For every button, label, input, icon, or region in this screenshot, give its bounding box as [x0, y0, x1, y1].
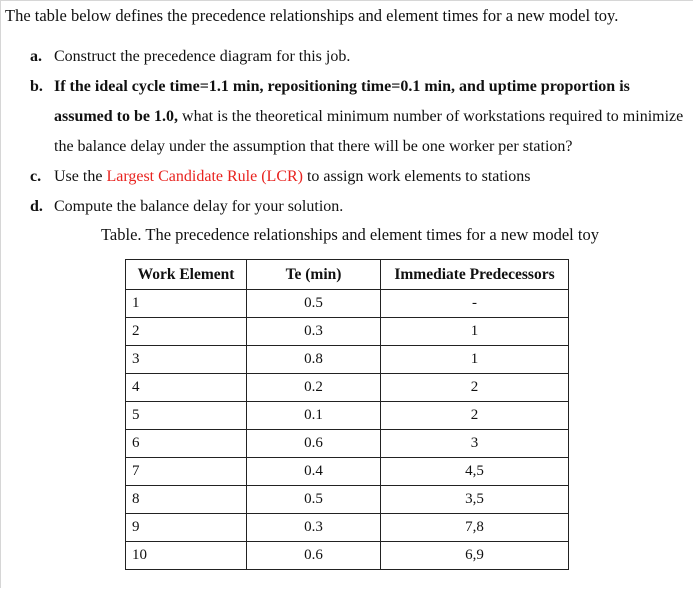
cell-te: 0.5 [247, 486, 381, 514]
cell-work-element-value: 3 [132, 351, 140, 367]
table-row [126, 542, 569, 570]
header-work-element: Work Element [126, 260, 247, 290]
cell-predecessors: 1 [381, 318, 569, 346]
cell-work-element-value: 10 [132, 547, 147, 563]
table-body [126, 290, 569, 570]
question-c-pre: Use the [54, 168, 107, 185]
cell-work-element-value: 6 [132, 435, 140, 451]
question-b-rest-line2: what is the theoretical minimum number of workstations required to minimize [178, 108, 684, 125]
cell-te: 0.2 [247, 374, 381, 402]
cell-te: 0.1 [247, 402, 381, 430]
question-c-letter: c. [30, 168, 42, 185]
question-b [30, 72, 683, 162]
table-row [126, 458, 569, 486]
cell-work-element [126, 542, 247, 570]
table-row [126, 486, 569, 514]
header-te: Te (min) [247, 260, 381, 290]
cell-predecessors: 3,5 [381, 486, 569, 514]
cell-predecessors: 1 [381, 346, 569, 374]
header-predecessors: Immediate Predecessors [381, 260, 569, 290]
table-row [126, 430, 569, 458]
cell-predecessors: 4,5 [381, 458, 569, 486]
cell-work-element [126, 402, 247, 430]
question-b-letter: b. [30, 78, 43, 95]
cell-work-element [126, 458, 247, 486]
question-d-letter: d. [30, 198, 43, 215]
cell-work-element [126, 374, 247, 402]
cell-te: 0.8 [247, 346, 381, 374]
table-row [126, 514, 569, 542]
question-b-line3: the balance delay under the assumption that there will be one worker per station? [54, 138, 573, 155]
cell-work-element-value: 8 [132, 491, 140, 507]
cell-te: 0.6 [247, 430, 381, 458]
table-row [126, 374, 569, 402]
cell-te: 0.3 [247, 514, 381, 542]
question-d-text: Compute the balance delay for your solution. [54, 198, 344, 215]
cell-work-element [126, 486, 247, 514]
cell-work-element [126, 318, 247, 346]
question-a [30, 42, 683, 72]
question-b-bold-line2: assumed to be 1.0, [54, 108, 179, 125]
question-c-highlight: Largest Candidate Rule (LCR) [106, 168, 303, 185]
cell-work-element [126, 514, 247, 542]
question-b-line2 [30, 102, 683, 132]
question-a-letter: a. [30, 48, 42, 65]
table-row [126, 290, 569, 318]
cell-predecessors: 3 [381, 430, 569, 458]
cell-predecessors: 6,9 [381, 542, 569, 570]
cell-work-element-value: 7 [132, 463, 140, 479]
cell-predecessors: 7,8 [381, 514, 569, 542]
table-header-row [126, 260, 569, 290]
cell-te: 0.4 [247, 458, 381, 486]
question-b-bold-line1: If the ideal cycle time=1.1 min, repositioning time=0.1 min, and uptime proportion is [54, 78, 630, 95]
cell-predecessors: 2 [381, 402, 569, 430]
question-list [30, 42, 683, 222]
table-row [126, 402, 569, 430]
cell-te: 0.5 [247, 290, 381, 318]
table-caption: Table. The precedence relationships and element times for a new model toy [101, 225, 599, 244]
cell-work-element-value: 9 [132, 519, 140, 535]
question-c [30, 162, 683, 192]
cell-predecessors: - [381, 290, 569, 318]
cell-predecessors: 2 [381, 374, 569, 402]
precedence-table [125, 259, 569, 570]
cell-work-element [126, 346, 247, 374]
question-c-post: to assign work elements to stations [302, 168, 531, 185]
cell-work-element-value: 1 [132, 295, 140, 311]
cell-work-element-value: 4 [132, 379, 140, 395]
question-d [30, 192, 683, 222]
table-row [126, 318, 569, 346]
cell-te: 0.6 [247, 542, 381, 570]
question-a-text: Construct the precedence diagram for this job. [54, 48, 351, 65]
cell-work-element [126, 290, 247, 318]
cell-te: 0.3 [247, 318, 381, 346]
cell-work-element [126, 430, 247, 458]
cell-work-element-value: 2 [132, 323, 140, 339]
intro-text: The table below defines the precedence relationships and element times for a new model toy. [5, 6, 619, 25]
cell-work-element-value: 5 [132, 407, 140, 423]
table-row [126, 346, 569, 374]
